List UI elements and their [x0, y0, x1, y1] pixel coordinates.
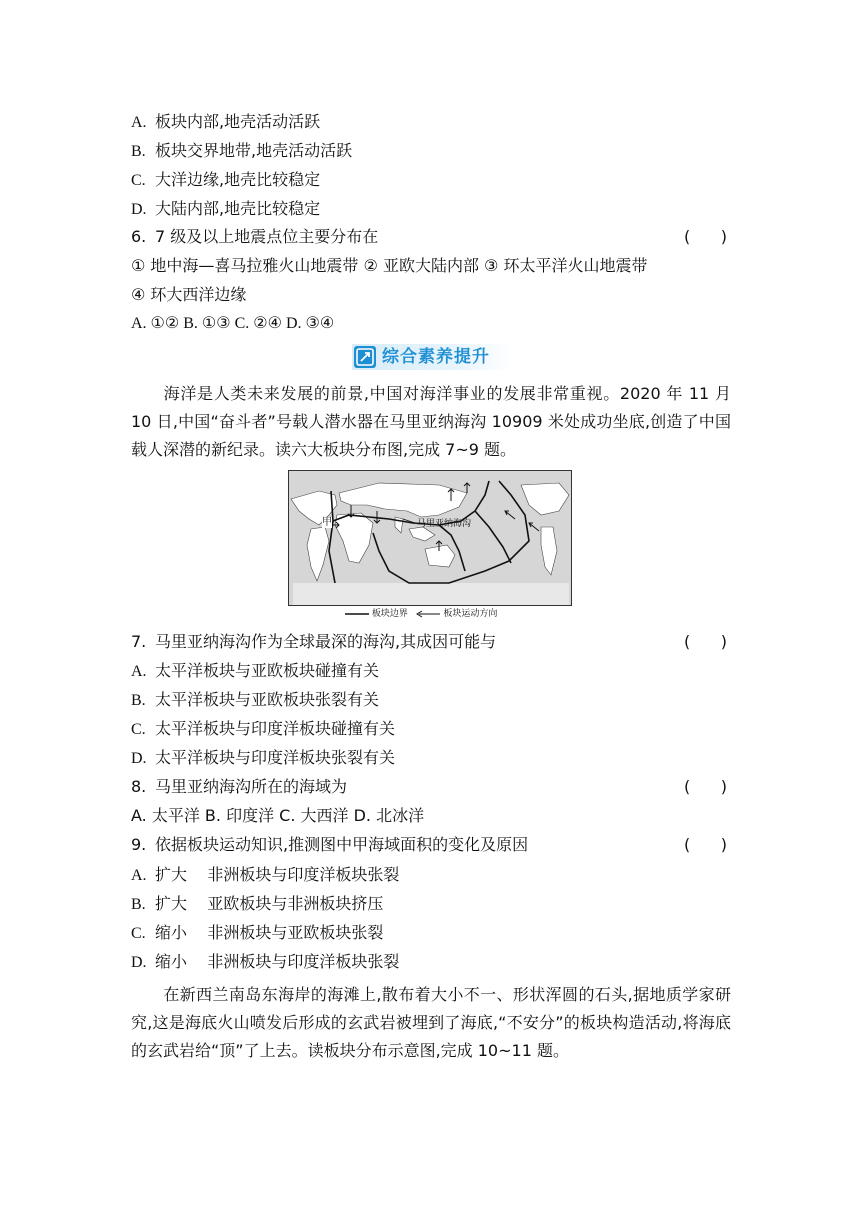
map-label-trench: 马里亚纳海沟 — [417, 519, 472, 529]
q7-option-d — [131, 747, 395, 770]
option-text: 太平洋板块与印度洋板块张裂有关 — [155, 748, 396, 767]
q5-option-b — [131, 140, 352, 163]
question-text: 依据板块运动知识,推测图中甲海域面积的变化及原因 — [155, 835, 529, 854]
q9-option-b — [131, 893, 383, 916]
q5-option-a — [131, 111, 320, 134]
option-text: 太平洋板块与印度洋板块碰撞有关 — [155, 719, 396, 738]
question-text: 马里亚纳海沟作为全球最深的海沟,其成因可能与 — [155, 632, 497, 651]
q8-answer-bracket: ( ) — [684, 777, 727, 796]
option-label: D. — [131, 750, 147, 767]
option-text: 扩大 亚欧板块与非洲板块挤压 — [155, 894, 384, 913]
q6-stem — [131, 226, 378, 248]
option-text: 大陆内部,地壳比较稳定 — [155, 199, 321, 218]
q5-option-d — [131, 198, 320, 221]
question-text: 马里亚纳海沟所在的海域为 — [155, 777, 348, 796]
option-label: B. — [131, 143, 146, 160]
q9-stem — [131, 834, 528, 856]
section-title: 综合素养提升 — [382, 347, 490, 367]
option-text: 大洋边缘,地壳比较稳定 — [155, 170, 321, 189]
option-text: 太平洋板块与亚欧板块碰撞有关 — [155, 661, 380, 680]
option-label: D. — [131, 954, 147, 971]
map-legend — [345, 608, 497, 620]
q7-option-b — [131, 689, 379, 712]
world-map-graphic — [289, 471, 571, 605]
q5-option-c — [131, 169, 320, 192]
question-number: 9. — [131, 835, 147, 854]
option-label: A. — [131, 114, 147, 131]
boundary-line-icon — [345, 610, 369, 618]
q9-option-c — [131, 922, 383, 945]
option-text: 扩大 非洲板块与印度洋板块张裂 — [155, 865, 400, 884]
option-label: A. — [131, 867, 147, 884]
section-banner — [352, 344, 510, 370]
q9-option-a — [131, 864, 399, 887]
q8-choices: A. 太平洋 B. 印度洋 C. 大西洋 D. 北冰洋 — [131, 806, 425, 825]
q9-answer-bracket: ( ) — [684, 835, 727, 854]
q6-answer-bracket: ( ) — [684, 227, 727, 246]
q7-stem — [131, 631, 496, 653]
option-text: 板块内部,地壳活动活跃 — [155, 112, 321, 131]
arrow-left-icon — [416, 610, 440, 618]
question-number: 6. — [131, 227, 147, 246]
q6-choices: A. ①② B. ①③ C. ②④ D. ③④ — [131, 315, 335, 332]
legend-boundary: 板块边界 — [371, 609, 408, 619]
passage-1 — [131, 380, 731, 464]
option-label: B. — [131, 896, 146, 913]
passage-2-text: 在新西兰南岛东海岸的海滩上,散布着大小不一、形状浑圆的石头,据地质学家研究,这是海底火山喷发后形成的玄武岩被埋到了海底,“不安分”的板块构造活动,将海底的玄武岩给“顶”了上去。读板块分布示意图,完成 10~11 题。 — [131, 985, 731, 1060]
q7-option-a — [131, 660, 379, 683]
q7-option-c — [131, 718, 395, 741]
option-label: A. — [131, 663, 147, 680]
option-label: D. — [131, 201, 147, 218]
option-text: 太平洋板块与亚欧板块张裂有关 — [155, 690, 380, 709]
q6-items-line1: ① 地中海—喜马拉雅火山地震带 ② 亚欧大陆内部 ③ 环太平洋火山地震带 — [131, 256, 648, 275]
passage-2 — [131, 981, 731, 1065]
question-number: 7. — [131, 632, 147, 651]
option-label: C. — [131, 172, 146, 189]
option-label: B. — [131, 692, 146, 709]
q6-items-line2: ④ 环大西洋边缘 — [131, 285, 247, 304]
map-label-jia: 甲 — [322, 517, 332, 528]
question-text: 7 级及以上地震点位主要分布在 — [155, 227, 379, 246]
rocket-icon — [354, 346, 376, 368]
legend-direction: 板块运动方向 — [443, 609, 498, 619]
option-text: 缩小 非洲板块与印度洋板块张裂 — [155, 952, 400, 971]
question-number: 8. — [131, 777, 147, 796]
option-label: C. — [131, 925, 146, 942]
q9-option-d — [131, 951, 399, 974]
q7-answer-bracket: ( ) — [684, 632, 727, 651]
plate-distribution-map — [288, 470, 572, 606]
option-label: C. — [131, 721, 146, 738]
passage-1-text: 海洋是人类未来发展的前景,中国对海洋事业的发展非常重视。2020 年 11 月 10 日,中国“奋斗者”号载人潜水器在马里亚纳海沟 10909 米处成功坐底,创造了中国载人深潜的新纪录。读六大板块分布图,完成 7~9 题。 — [131, 384, 731, 459]
option-text: 板块交界地带,地壳活动活跃 — [155, 141, 353, 160]
q8-stem — [131, 776, 347, 798]
option-text: 缩小 非洲板块与亚欧板块张裂 — [155, 923, 384, 942]
